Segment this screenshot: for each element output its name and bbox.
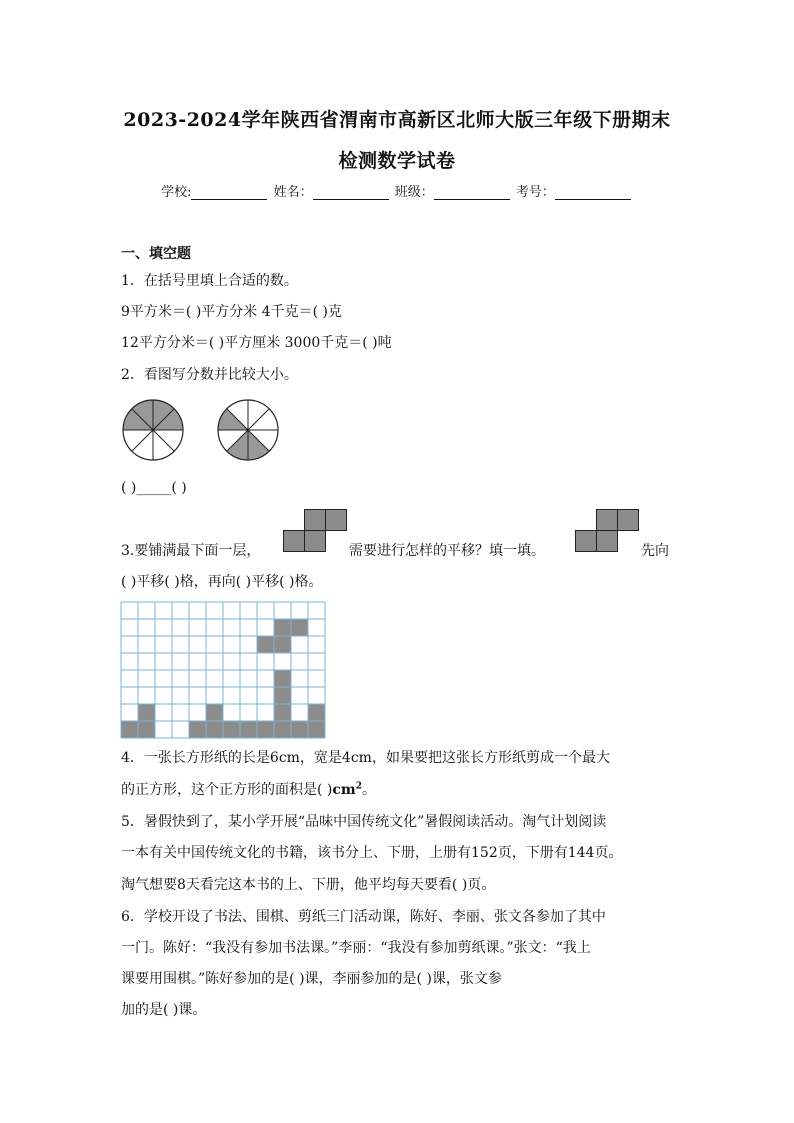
shaded-tile — [274, 670, 291, 687]
q4-row1: 4．一张长方形纸的长是6cm，宽是4cm，如果要把这张长方形纸剪成一个最大 — [121, 750, 610, 766]
q5-row3: 淘气想要8天看完这本书的上、下册，他平均每天要看( )页。 — [121, 877, 496, 893]
q4-unit: cm — [332, 782, 356, 798]
exam-title-line2: 检测数学试卷 — [338, 150, 456, 172]
q4-row2 — [121, 779, 376, 799]
q3-text-part2: 需要进行怎样的平移？填一填。 — [349, 543, 545, 559]
shaded-tile — [121, 721, 138, 738]
shaded-tile — [138, 721, 155, 738]
name-blank[interactable] — [313, 186, 389, 200]
shaded-tile — [274, 721, 291, 738]
shaded-tile — [206, 721, 223, 738]
q4-row2-end: 。 — [361, 782, 376, 798]
shaded-tile — [274, 704, 291, 721]
q5-row2: 一本有关中国传统文化的书籍，该书分上、下册，上册有152页，下册有144页。 — [121, 845, 623, 861]
student-info-row — [0, 181, 794, 200]
q5-row1: 5．暑假快到了，某小学开展“品味中国传统文化”暑假阅读活动。淘气计划阅读 — [121, 814, 607, 830]
q1-row1: 9平方米＝( )平方分米 4千克＝( )克 — [121, 304, 343, 320]
shaded-tile — [189, 721, 206, 738]
q1-stem: 1．在括号里填上合适的数。 — [121, 273, 298, 289]
shaded-tile — [291, 619, 308, 636]
q6-row1: 6．学校开设了书法、围棋、剪纸三门活动课，陈好、李丽、张文各参加了其中 — [121, 909, 606, 925]
shaded-tile — [274, 636, 291, 653]
number-label: 考号： — [515, 185, 555, 200]
q3-row2: ( )平移( )格，再向( )平移( )格。 — [121, 574, 323, 590]
tile-grid — [120, 601, 324, 737]
shaded-tile — [240, 721, 257, 738]
fraction-circle-1 — [121, 398, 185, 462]
q1-row2: 12平方分米＝( )平方厘米 3000千克＝( )吨 — [121, 335, 392, 351]
shaded-tile — [223, 721, 240, 738]
shaded-tile — [257, 636, 274, 653]
shaded-tile — [308, 704, 325, 721]
shaded-tile — [138, 704, 155, 721]
number-blank[interactable] — [555, 186, 631, 200]
q6-row3: 课要用围棋。”陈好参加的是( )课，李丽参加的是( )课，张文参 — [121, 971, 502, 987]
class-blank[interactable] — [434, 186, 510, 200]
shaded-tile — [274, 687, 291, 704]
tetromino-shape-2 — [575, 509, 641, 552]
q4-row2-text: 的正方形，这个正方形的面积是( ) — [121, 782, 333, 798]
q4-unit-sup: 2 — [355, 781, 362, 792]
school-label: 学校: — [161, 185, 192, 200]
shaded-tile — [257, 721, 274, 738]
q2-stem: 2．看图写分数并比较大小。 — [121, 367, 298, 383]
class-label: 班级： — [394, 185, 434, 200]
name-label: 姓名： — [273, 185, 313, 200]
shaded-tile — [291, 721, 308, 738]
q6-row4: 加的是( )课。 — [121, 1002, 207, 1018]
q3-text-part1: 3.要铺满最下面一层， — [121, 543, 261, 559]
exam-title-line1: 2023-2024学年陕西省渭南市高新区北师大版三年级下册期末 — [123, 109, 671, 131]
fraction-circle-2 — [216, 398, 280, 462]
shaded-tile — [274, 619, 291, 636]
section-heading: 一、填空题 — [121, 246, 191, 262]
q6-row2: 一门。陈好：“我没有参加书法课。”李丽：“我没有参加剪纸课。”张文：“我上 — [121, 940, 591, 956]
q2-answer[interactable]: ( )_____( ) — [121, 480, 187, 496]
shaded-tile — [206, 704, 223, 721]
school-blank[interactable] — [191, 186, 267, 200]
shaded-tile — [308, 721, 325, 738]
tetromino-shape-1 — [283, 509, 349, 552]
q3-text-part3: 先向 — [641, 543, 669, 559]
